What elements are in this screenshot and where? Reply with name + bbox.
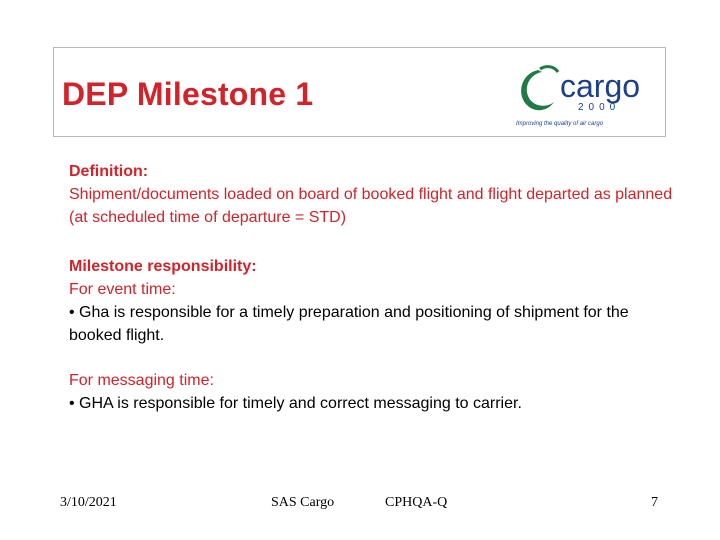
footer-page-number: 7 xyxy=(651,495,658,510)
messaging-time-label: For messaging time: xyxy=(69,372,214,389)
event-time-label: For event time: xyxy=(69,281,176,298)
footer-company: SAS Cargo xyxy=(271,495,335,510)
event-time-text: • Gha is responsible for a timely preparation and positioning of shipment for the booked flight. xyxy=(69,304,629,344)
cargo-2000-logo xyxy=(514,56,660,130)
definition-heading: Definition: xyxy=(69,163,149,180)
logo-year: 2000 xyxy=(578,102,621,113)
title-box xyxy=(53,47,666,137)
logo-wordmark: cargo xyxy=(560,68,641,104)
footer-code: CPHQA-Q xyxy=(385,495,448,510)
messaging-time-text: • GHA is responsible for timely and correct messaging to carrier. xyxy=(69,395,522,412)
slide-body xyxy=(69,160,679,415)
logo-tagline: Improving the quality of air cargo xyxy=(516,121,604,127)
responsibility-heading: Milestone responsibility: xyxy=(69,258,257,275)
slide-title: DEP Milestone 1 xyxy=(62,76,314,112)
logo-swoosh-icon xyxy=(521,70,554,110)
footer-date: 3/10/2021 xyxy=(60,495,117,510)
definition-text: Shipment/documents loaded on board of booked flight and flight departed as planned (at scheduled time of departure = STD) xyxy=(69,186,673,226)
